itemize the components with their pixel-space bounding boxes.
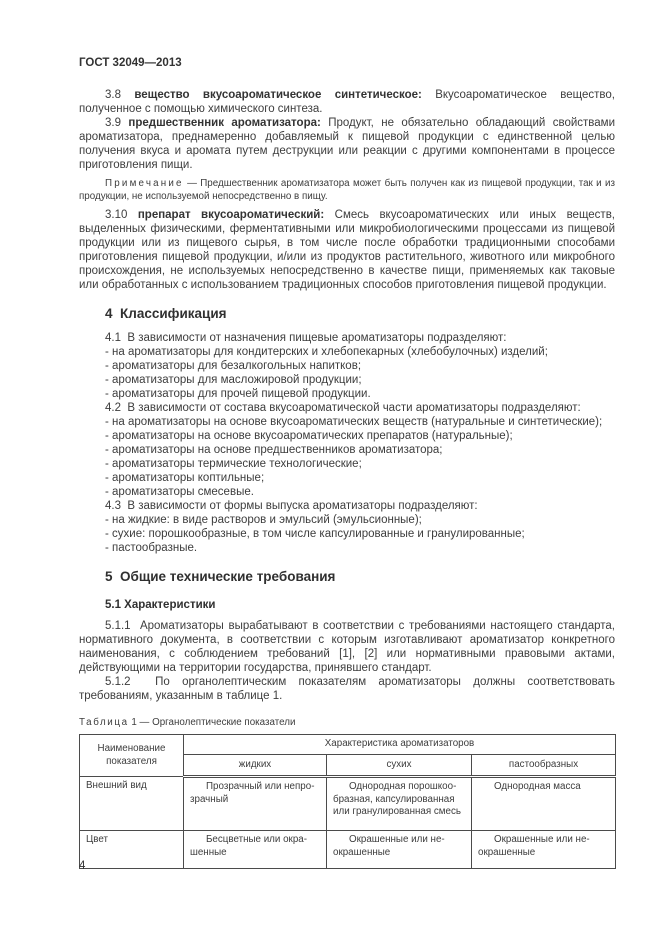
list-item: - ароматизаторы термические технологические; xyxy=(105,458,362,470)
list-item: - ароматизаторы коптильные; xyxy=(105,472,265,484)
list-item: - на жидкие: в виде растворов и эмульсий (эмульсионные); xyxy=(105,514,422,526)
table-row xyxy=(80,831,616,869)
list-item: - сухие: порошкообразные, в том числе капсулированные и гранулированные; xyxy=(105,528,525,540)
clause-5-1-1: 5.1.1 Ароматизаторы вырабатывают в соответствии с требованиями настоящего стандарта, нормативного документа, в соответствии с которым изготавливают ароматизатор конкретного наименования, с соблюдением требований [1], [2] или нормативными правовыми актами, действующими на территории государства, принявшего стандарт. xyxy=(79,620,615,674)
table-caption-dash: — xyxy=(139,717,150,728)
table-header-row xyxy=(80,735,616,755)
list-item: - на ароматизаторы на основе вкусоароматических веществ (натуральные и синтетические); xyxy=(105,416,603,428)
note-label: Примечание xyxy=(105,178,184,189)
term-text: Вкусоароматическое вещество, полученное с помощью химического синтеза. xyxy=(79,89,615,115)
section-5-heading: 5 Общие технические требования xyxy=(105,569,336,584)
table-caption-label: Таблица xyxy=(79,717,129,728)
term-number: 3.10 xyxy=(105,209,128,221)
note xyxy=(79,177,615,203)
table-row xyxy=(80,777,616,831)
table-1 xyxy=(79,734,616,869)
term-definition-3-10 xyxy=(79,208,615,292)
term-number: 3.9 xyxy=(105,117,121,129)
clause-4-1: 4.1 В зависимости от назначения пищевые ароматизаторы подразделяют: xyxy=(105,332,507,344)
table-cell: Прозрачный или непрозрачный xyxy=(184,777,327,831)
table-header-cell: жидких xyxy=(184,755,327,777)
page-content xyxy=(79,56,615,869)
list-item: - ароматизаторы на основе вкусоароматических препаратов (натуральные); xyxy=(105,430,513,442)
term-name: вещество вкусоароматическое синтетическое: xyxy=(134,89,422,101)
table-cell: Окрашенные или неокрашенные xyxy=(327,831,472,869)
table-header-cell: пастообразных xyxy=(472,755,616,777)
table-header-cell: Наименование показателя xyxy=(80,735,184,777)
table-group-header-cell: Характеристика ароматизаторов xyxy=(184,735,616,755)
clause-4-3: 4.3 В зависимости от формы выпуска ароматизаторы подразделяют: xyxy=(105,500,478,512)
table-cell: Однородная масса xyxy=(472,777,616,831)
term-definition-3-8 xyxy=(79,88,615,116)
list-item: - ароматизаторы для безалкогольных напитков; xyxy=(105,360,362,372)
clause-5-1-2: 5.1.2 По органолептическим показателям ароматизаторы должны соответствовать требованиям, указанным в таблице 1. xyxy=(79,676,615,702)
table-caption-number: 1 xyxy=(131,717,137,728)
list-item: - пастообразные. xyxy=(105,542,198,554)
page-number: 4 xyxy=(79,860,86,872)
table-cell: Окрашенные или неокрашенные xyxy=(472,831,616,869)
note-dash: — xyxy=(187,178,197,189)
document-header: ГОСТ 32049—2013 xyxy=(79,57,182,69)
clause-4-2: 4.2 В зависимости от состава вкусоароматической части ароматизаторы подразделяют: xyxy=(105,402,581,414)
term-name: препарат вкусоароматический: xyxy=(137,209,325,221)
term-name: предшественник ароматизатора: xyxy=(128,117,321,129)
list-item: - ароматизаторы для прочей пищевой продукции. xyxy=(105,388,371,400)
term-text: Смесь вкусоароматических или иных веществ, выделенных физическими, ферментативными или микробиологическими процессами из пищевой продукции или из пищевого сырья, в том числе после обработки традиционными способами приготовления пищевой продукции, и/или из продуктов растительного, животного или микробного происхождения, не используемых непосредственно в качестве пищи, применяемых как таковые или обработанных с использованием традиционных способов приготовления пищевой продукции. xyxy=(79,209,615,291)
list-item: - ароматизаторы смесевые. xyxy=(105,486,254,498)
list-item: - ароматизаторы на основе предшественников ароматизатора; xyxy=(105,444,443,456)
term-definition-3-9 xyxy=(79,116,615,172)
list-item: - на ароматизаторы для кондитерских и хлебопекарных (хлебобулочных) изделий; xyxy=(105,346,548,358)
table-caption xyxy=(79,716,615,729)
section-4-heading: 4 Классификация xyxy=(105,306,227,321)
term-number: 3.8 xyxy=(105,89,121,101)
table-header-cell: сухих xyxy=(327,755,472,777)
table-cell: Однородная порошкообразная, капсулированная или гранулированная смесь xyxy=(327,777,472,831)
table-cell: Внешний вид xyxy=(80,777,184,831)
note-text: Предшественник ароматизатора может быть получен как из пищевой продукции, так и из продукции, не используемой непосредственно в пищу. xyxy=(79,178,615,202)
list-item: - ароматизаторы для масложировой продукции; xyxy=(105,374,362,386)
table-cell: Цвет xyxy=(80,831,184,869)
term-text: Продукт, не обязательно обладающий свойствами ароматизатора, преднамеренно добавляемый к пищевой продукции с единственной целью получения вкуса и аромата путем деструкции или реакции с другими компонентами в процессе приготовления пищи. xyxy=(79,117,616,171)
table-caption-text: Органолептические показатели xyxy=(152,717,296,728)
subsection-5-1-heading: 5.1 Характеристики xyxy=(105,599,216,611)
table-cell: Бесцветные или окрашенные xyxy=(184,831,327,869)
